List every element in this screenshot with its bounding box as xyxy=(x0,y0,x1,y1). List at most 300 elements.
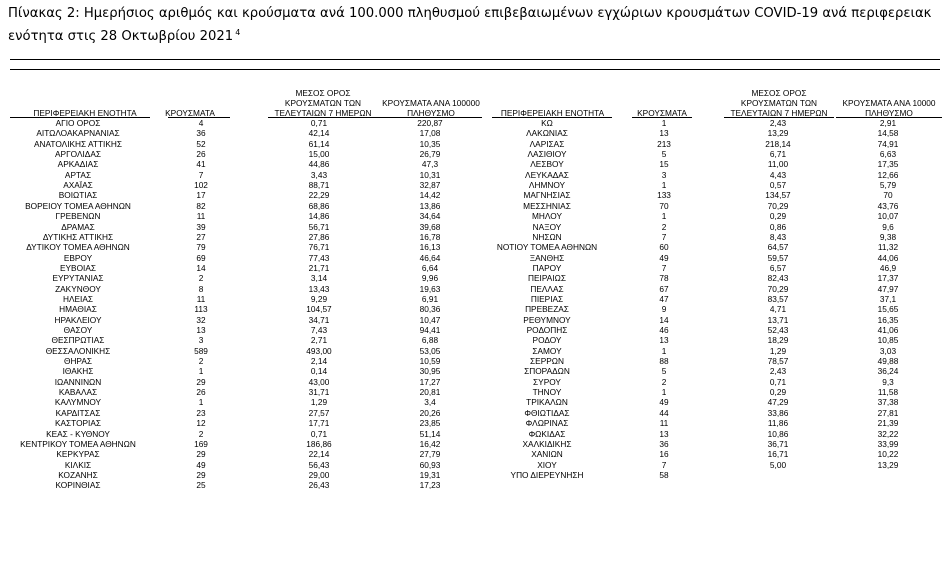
cell-region-left: ΕΥΒΟΙΑΣ xyxy=(59,262,97,273)
cell-per100k-left: 20,81 xyxy=(419,387,441,398)
cell-avg7-right: 5,00 xyxy=(769,459,787,470)
cell-per100k-left: 39,68 xyxy=(419,221,441,232)
cell-cases-left: 25 xyxy=(196,480,206,491)
footnote-marker: 4 xyxy=(235,28,241,37)
cell-region-right: ΠΕΛΛΑΣ xyxy=(530,283,564,294)
cell-cases-right: 9 xyxy=(661,304,667,315)
cell-region-left: ΑΡΚΑΔΙΑΣ xyxy=(57,159,99,170)
header-underline xyxy=(168,117,230,118)
cell-cases-right: 67 xyxy=(659,283,669,294)
cell-region-left: ΚΑΛΥΜΝΟΥ xyxy=(54,397,102,408)
cell-region-left: ΗΡΑΚΛΕΙΟΥ xyxy=(54,314,102,325)
cell-per100k-left: 17,08 xyxy=(419,128,441,139)
cell-cases-right: 44 xyxy=(659,407,669,418)
table-row xyxy=(0,159,943,169)
cell-cases-right: 60 xyxy=(659,242,669,253)
cell-cases-left: 26 xyxy=(196,149,206,160)
cell-avg7-left: 29,00 xyxy=(308,469,330,480)
table-row xyxy=(0,284,943,294)
cell-avg7-right: 218,14 xyxy=(765,138,791,149)
table-row xyxy=(0,211,943,221)
cell-cases-right: 49 xyxy=(659,397,669,408)
table-row xyxy=(0,201,943,211)
cell-avg7-left: 61,14 xyxy=(308,138,330,149)
cell-per100k-left: 46,64 xyxy=(419,252,441,263)
cell-per100k-left: 80,36 xyxy=(419,304,441,315)
cell-avg7-left: 14,86 xyxy=(308,211,330,222)
cell-region-left: ΘΕΣΠΡΩΤΙΑΣ xyxy=(51,335,105,346)
table-row xyxy=(0,429,943,439)
cell-per100k-right: 11,32 xyxy=(877,242,899,253)
cell-avg7-left: 88,71 xyxy=(308,180,330,191)
cell-cases-right: 46 xyxy=(659,325,669,335)
table-row xyxy=(0,170,943,180)
cell-avg7-left: 0,71 xyxy=(310,428,328,439)
cell-avg7-left: 3,43 xyxy=(310,169,328,180)
cell-avg7-left: 26,43 xyxy=(308,480,330,491)
cell-per100k-left: 10,31 xyxy=(419,169,441,180)
table-row xyxy=(0,149,943,159)
cell-avg7-left: 104,57 xyxy=(306,304,332,315)
cell-region-right: ΡΟΔΟΠΗΣ xyxy=(526,325,568,335)
cell-per100k-right: 49,88 xyxy=(877,356,899,367)
cell-per100k-left: 51,14 xyxy=(419,428,441,439)
cell-per100k-right: 12,66 xyxy=(877,169,899,180)
cell-cases-left: 69 xyxy=(196,252,206,263)
header-underline xyxy=(268,117,378,118)
table-row xyxy=(0,449,943,459)
cell-region-left: ΙΘΑΚΗΣ xyxy=(62,366,94,377)
cell-avg7-right: 36,71 xyxy=(767,438,789,449)
cell-cases-right: 5 xyxy=(661,149,667,160)
cell-avg7-right: 82,43 xyxy=(767,273,789,284)
cell-cases-left: 102 xyxy=(194,180,208,191)
top-rule-2 xyxy=(10,69,940,70)
cell-cases-left: 36 xyxy=(196,128,206,139)
cell-avg7-right: 0,86 xyxy=(769,221,787,232)
cell-per100k-left: 20,26 xyxy=(419,407,441,418)
cell-per100k-right: 46,9 xyxy=(879,262,897,273)
cell-cases-right: 2 xyxy=(661,221,667,232)
cell-avg7-left: 56,43 xyxy=(308,459,330,470)
cell-per100k-left: 47,3 xyxy=(421,159,439,170)
cell-avg7-right: 0,57 xyxy=(769,180,787,191)
cell-cases-left: 12 xyxy=(196,418,206,429)
cell-per100k-left: 53,05 xyxy=(419,345,441,356)
caption-line-1: Πίνακας 2: Ημερήσιος αριθμός και κρούσματα ανά 100.000 πληθυσμού επιβεβαιωμένων εγχώριων κρουσμάτων COVID-19 ανά περιφερειακ xyxy=(8,6,932,21)
cell-per100k-right: 41,06 xyxy=(877,325,899,335)
table-row xyxy=(0,273,943,283)
cell-region-right: ΤΡΙΚΑΛΩΝ xyxy=(526,397,568,408)
cell-avg7-right: 70,29 xyxy=(767,200,789,211)
cell-avg7-left: 31,71 xyxy=(308,387,330,398)
cell-region-left: ΗΜΑΘΙΑΣ xyxy=(59,304,97,315)
cell-cases-right: 1 xyxy=(661,345,667,356)
cell-avg7-left: 3,14 xyxy=(310,273,328,284)
cell-avg7-left: 2,14 xyxy=(310,356,328,367)
cell-avg7-left: 43,00 xyxy=(308,376,330,387)
table-row xyxy=(0,263,943,273)
cell-avg7-right: 78,57 xyxy=(767,356,789,367)
cell-avg7-left: 2,71 xyxy=(310,335,328,346)
cell-region-left: ΑΓΙΟ ΟΡΟΣ xyxy=(55,118,101,128)
cell-per100k-left: 26,79 xyxy=(419,149,441,160)
top-rule-1 xyxy=(10,59,940,60)
cell-cases-left: 14 xyxy=(196,262,206,273)
cell-per100k-right: 11,58 xyxy=(877,387,899,398)
table-row xyxy=(0,460,943,470)
cell-region-right: ΝΟΤΙΟΥ ΤΟΜΕΑ ΑΘΗΝΩΝ xyxy=(496,242,598,253)
table-row xyxy=(0,180,943,190)
cell-region-left: ΑΧΑΪΑΣ xyxy=(63,180,93,191)
cell-region-right: ΧΑΛΚΙΔΙΚΗΣ xyxy=(522,438,572,449)
table-row xyxy=(0,139,943,149)
cell-per100k-right: 44,06 xyxy=(877,252,899,263)
cell-per100k-left: 3,4 xyxy=(424,397,436,408)
cell-cases-right: 49 xyxy=(659,252,669,263)
cell-cases-right: 3 xyxy=(661,169,667,180)
cell-cases-left: 13 xyxy=(196,325,206,335)
cell-cases-left: 4 xyxy=(198,118,204,128)
header-cases-right: ΚΡΟΥΣΜΑΤΑ xyxy=(637,108,687,118)
cell-per100k-right: 16,35 xyxy=(877,314,899,325)
cell-cases-right: 14 xyxy=(659,314,669,325)
cell-per100k-right: 32,22 xyxy=(877,428,899,439)
cell-cases-left: 11 xyxy=(196,211,206,222)
table-row xyxy=(0,418,943,428)
cell-cases-left: 27 xyxy=(196,231,206,242)
cell-cases-left: 29 xyxy=(196,376,206,387)
cell-region-left: ΑΡΓΟΛΙΔΑΣ xyxy=(55,149,101,160)
cell-avg7-right: 4,43 xyxy=(769,169,787,180)
cell-per100k-right: 37,1 xyxy=(879,293,897,304)
cell-cases-left: 1 xyxy=(198,366,204,377)
cell-region-left: ΑΡΤΑΣ xyxy=(64,169,92,180)
cell-per100k-left: 10,35 xyxy=(419,138,441,149)
cell-avg7-right: 2,43 xyxy=(769,118,787,128)
cell-per100k-right: 3,03 xyxy=(879,345,897,356)
cell-per100k-left: 23,85 xyxy=(419,418,441,429)
cell-region-left: ΘΑΣΟΥ xyxy=(63,325,93,335)
cell-avg7-right: 47,29 xyxy=(767,397,789,408)
cell-per100k-right: 70 xyxy=(883,190,893,201)
cell-avg7-left: 17,71 xyxy=(308,418,330,429)
table-row xyxy=(0,242,943,252)
cell-region-right: ΥΠΟ ΔΙΕΡΕΥΝΗΣΗ xyxy=(510,469,584,480)
cell-cases-right: 11 xyxy=(659,418,669,429)
cell-region-right: ΡΟΔΟΥ xyxy=(532,335,562,346)
cell-cases-right: 36 xyxy=(659,438,669,449)
cell-per100k-left: 16,13 xyxy=(419,242,441,253)
header-region-right: ΠΕΡΙΦΕΡΕΙΑΚΗ ΕΝΟΤΗΤΑ xyxy=(500,108,605,118)
cell-per100k-left: 34,64 xyxy=(419,211,441,222)
cell-region-left: ΚΕΑΣ - ΚΥΘΝΟΥ xyxy=(46,428,110,439)
cell-avg7-left: 0,14 xyxy=(310,366,328,377)
table-row xyxy=(0,222,943,232)
cell-avg7-left: 22,29 xyxy=(308,190,330,201)
cell-region-right: ΣΠΟΡΑΔΩΝ xyxy=(524,366,570,377)
cell-region-right: ΧΑΝΙΩΝ xyxy=(531,449,563,460)
cell-per100k-right: 43,76 xyxy=(877,200,899,211)
table-row xyxy=(0,439,943,449)
cell-cases-right: 133 xyxy=(657,190,671,201)
cell-region-left: ΑΝΑΤΟΛΙΚΗΣ ΑΤΤΙΚΗΣ xyxy=(33,138,123,149)
cell-region-right: ΣΕΡΡΩΝ xyxy=(530,356,564,367)
cell-per100k-left: 6,88 xyxy=(421,335,439,346)
cell-region-right: ΝΑΞΟΥ xyxy=(532,221,562,232)
cell-per100k-left: 17,23 xyxy=(419,480,441,491)
cell-region-right: ΛΗΜΝΟΥ xyxy=(528,180,566,191)
cell-per100k-right: 17,37 xyxy=(877,273,899,284)
cell-avg7-right: 11,86 xyxy=(767,418,789,429)
cell-region-left: ΔΥΤΙΚΗΣ ΑΤΤΙΚΗΣ xyxy=(42,231,114,242)
cell-cases-left: 7 xyxy=(198,169,204,180)
cell-cases-left: 39 xyxy=(196,221,206,232)
cell-per100k-right: 37,38 xyxy=(877,397,899,408)
cell-per100k-right: 14,58 xyxy=(877,128,899,139)
cell-avg7-left: 42,14 xyxy=(308,128,330,139)
cell-region-right: ΡΕΘΥΜΝΟΥ xyxy=(523,314,571,325)
cell-per100k-right: 2,91 xyxy=(879,118,897,128)
cell-cases-right: 58 xyxy=(659,469,669,480)
cell-region-left: ΚΑΡΔΙΤΣΑΣ xyxy=(55,407,101,418)
cell-per100k-right: 27,81 xyxy=(877,407,899,418)
cell-region-right: ΚΩ xyxy=(541,118,553,128)
cell-region-right: ΞΑΝΘΗΣ xyxy=(529,252,565,263)
cell-cases-right: 13 xyxy=(659,128,669,139)
cell-region-right: ΦΛΩΡΙΝΑΣ xyxy=(525,418,569,429)
cell-region-right: ΛΕΥΚΑΔΑΣ xyxy=(525,169,569,180)
header-underline xyxy=(836,117,942,118)
cell-per100k-left: 14,42 xyxy=(419,190,441,201)
cell-per100k-right: 74,91 xyxy=(877,138,899,149)
cell-cases-left: 113 xyxy=(194,304,208,315)
cell-avg7-right: 0,29 xyxy=(769,211,787,222)
cell-region-left: ΚΕΝΤΡΙΚΟΥ ΤΟΜΕΑ ΑΘΗΝΩΝ xyxy=(20,438,136,449)
cell-cases-left: 2 xyxy=(198,428,204,439)
cell-avg7-left: 27,86 xyxy=(308,231,330,242)
table-row xyxy=(0,366,943,376)
cell-per100k-right: 21,39 xyxy=(877,418,899,429)
cell-cases-right: 5 xyxy=(661,366,667,377)
table-row xyxy=(0,397,943,407)
cell-region-left: ΕΒΡΟΥ xyxy=(63,252,93,263)
cell-cases-left: 82 xyxy=(196,200,206,211)
cell-per100k-right: 17,35 xyxy=(877,159,899,170)
cell-avg7-left: 186,86 xyxy=(306,438,332,449)
cell-avg7-right: 2,43 xyxy=(769,366,787,377)
table-row xyxy=(0,294,943,304)
cell-per100k-right: 36,24 xyxy=(877,366,899,377)
cell-avg7-right: 13,71 xyxy=(767,314,789,325)
header-underline xyxy=(632,117,692,118)
cell-avg7-left: 34,71 xyxy=(308,314,330,325)
cell-region-right: ΛΑΡΙΣΑΣ xyxy=(529,138,565,149)
cell-cases-right: 13 xyxy=(659,335,669,346)
cell-cases-left: 3 xyxy=(198,335,204,346)
cell-cases-right: 15 xyxy=(659,159,669,170)
cell-avg7-left: 9,29 xyxy=(310,293,328,304)
cell-region-right: ΦΩΚΙΔΑΣ xyxy=(528,428,566,439)
cell-cases-left: 52 xyxy=(196,138,206,149)
cell-per100k-right: 47,97 xyxy=(877,283,899,294)
table-row xyxy=(0,480,943,490)
cell-avg7-left: 0,71 xyxy=(310,118,328,128)
cell-region-right: ΠΙΕΡΙΑΣ xyxy=(530,293,564,304)
cell-per100k-left: 220,87 xyxy=(417,118,443,128)
cell-region-right: ΜΑΓΝΗΣΙΑΣ xyxy=(523,190,571,201)
cell-per100k-left: 19,31 xyxy=(419,469,441,480)
cell-avg7-right: 11,00 xyxy=(767,159,789,170)
cell-avg7-right: 18,29 xyxy=(767,335,789,346)
cell-avg7-left: 22,14 xyxy=(308,449,330,460)
table-row xyxy=(0,377,943,387)
cell-per100k-right: 5,79 xyxy=(879,180,897,191)
cell-region-right: ΜΗΛΟΥ xyxy=(532,211,562,222)
cell-avg7-right: 10,86 xyxy=(767,428,789,439)
header-underline xyxy=(724,117,834,118)
cell-region-left: ΓΡΕΒΕΝΩΝ xyxy=(55,211,101,222)
cell-region-right: ΦΘΙΩΤΙΔΑΣ xyxy=(524,407,570,418)
cell-avg7-right: 13,29 xyxy=(767,128,789,139)
cell-cases-left: 23 xyxy=(196,407,206,418)
cell-per100k-right: 9,6 xyxy=(882,221,894,232)
cell-per100k-right: 10,22 xyxy=(877,449,899,460)
cell-avg7-left: 15,00 xyxy=(308,149,330,160)
cell-per100k-left: 6,91 xyxy=(421,293,439,304)
cell-region-right: ΛΕΣΒΟΥ xyxy=(530,159,564,170)
cell-region-left: ΚΙΛΚΙΣ xyxy=(64,459,92,470)
cell-per100k-left: 6,64 xyxy=(421,262,439,273)
cell-region-right: ΣΑΜΟΥ xyxy=(532,345,562,356)
cell-per100k-right: 13,29 xyxy=(877,459,899,470)
cell-cases-right: 7 xyxy=(661,231,667,242)
cell-region-right: ΜΕΣΣΗΝΙΑΣ xyxy=(523,200,571,211)
cell-avg7-left: 27,57 xyxy=(308,407,330,418)
cell-region-left: ΒΟΙΩΤΙΑΣ xyxy=(58,190,98,201)
table-row xyxy=(0,387,943,397)
cell-region-left: ΚΟΡΙΝΘΙΑΣ xyxy=(55,480,101,491)
cell-cases-right: 2 xyxy=(661,376,667,387)
cell-cases-right: 1 xyxy=(661,118,667,128)
cell-region-left: ΖΑΚΥΝΘΟΥ xyxy=(55,283,101,294)
cell-cases-right: 1 xyxy=(661,387,667,398)
cell-per100k-left: 10,59 xyxy=(419,356,441,367)
table-row xyxy=(0,118,943,128)
cell-avg7-left: 1,29 xyxy=(310,397,328,408)
cell-avg7-left: 7,43 xyxy=(310,325,328,335)
cell-cases-right: 16 xyxy=(659,449,669,460)
cell-avg7-left: 493,00 xyxy=(306,345,332,356)
cell-avg7-left: 44,86 xyxy=(308,159,330,170)
cell-per100k-right: 9,38 xyxy=(879,231,897,242)
cell-avg7-right: 4,71 xyxy=(769,304,787,315)
cell-avg7-right: 16,71 xyxy=(767,449,789,460)
cell-region-left: ΙΩΑΝΝΙΝΩΝ xyxy=(54,376,102,387)
cell-region-left: ΕΥΡΥΤΑΝΙΑΣ xyxy=(52,273,104,284)
cell-cases-left: 79 xyxy=(196,242,206,253)
cell-avg7-right: 6,57 xyxy=(769,262,787,273)
cell-avg7-right: 0,71 xyxy=(769,376,787,387)
cell-avg7-left: 68,86 xyxy=(308,200,330,211)
header-underline xyxy=(10,117,150,118)
cell-cases-right: 1 xyxy=(661,211,667,222)
cell-cases-left: 2 xyxy=(198,356,204,367)
table-row xyxy=(0,232,943,242)
cell-cases-right: 47 xyxy=(659,293,669,304)
table-row xyxy=(0,315,943,325)
cell-region-left: ΚΟΖΑΝΗΣ xyxy=(58,469,98,480)
table-row xyxy=(0,190,943,200)
cell-cases-right: 78 xyxy=(659,273,669,284)
cell-region-right: ΤΗΝΟΥ xyxy=(532,387,562,398)
caption-date: ενότητα στις 28 Οκτωβρίου 2021 xyxy=(8,29,234,44)
cell-avg7-left: 21,71 xyxy=(308,262,330,273)
cell-cases-left: 169 xyxy=(194,438,208,449)
cell-region-right: ΣΥΡΟΥ xyxy=(533,376,561,387)
cell-region-right: ΠΕΙΡΑΙΩΣ xyxy=(528,273,566,284)
table-row xyxy=(0,470,943,480)
cell-region-left: ΑΙΤΩΛΟΑΚΑΡΝΑΝΙΑΣ xyxy=(36,128,120,139)
cell-per100k-right: 6,63 xyxy=(879,149,897,160)
cell-region-left: ΗΛΕΙΑΣ xyxy=(62,293,94,304)
cell-cases-left: 29 xyxy=(196,469,206,480)
cell-cases-right: 88 xyxy=(659,356,669,367)
header-underline xyxy=(378,117,482,118)
header-cases-left: ΚΡΟΥΣΜΑΤΑ xyxy=(165,108,215,118)
cell-cases-left: 1 xyxy=(198,397,204,408)
cell-per100k-left: 19,63 xyxy=(419,283,441,294)
cell-region-left: ΒΟΡΕΙΟΥ ΤΟΜΕΑ ΑΘΗΝΩΝ xyxy=(25,200,131,211)
cell-cases-left: 29 xyxy=(196,449,206,460)
cell-per100k-right: 10,07 xyxy=(877,211,899,222)
cell-cases-left: 32 xyxy=(196,314,206,325)
cell-cases-left: 2 xyxy=(198,273,204,284)
header-underline xyxy=(492,117,612,118)
cell-cases-left: 11 xyxy=(196,293,206,304)
table-row xyxy=(0,325,943,335)
cell-per100k-left: 30,95 xyxy=(419,366,441,377)
cell-per100k-right: 10,85 xyxy=(877,335,899,346)
cell-cases-left: 17 xyxy=(196,190,206,201)
cell-region-left: ΔΡΑΜΑΣ xyxy=(61,221,95,232)
header-avg7-left: ΜΕΣΟΣ ΟΡΟΣ ΚΡΟΥΣΜΑΤΩΝ ΤΩΝ ΤΕΛΕΥΤΑΙΩΝ 7 ΗΜΕΡΩΝ xyxy=(274,88,372,118)
cell-region-right: ΧΙΟΥ xyxy=(537,459,557,470)
header-avg7-right: ΜΕΣΟΣ ΟΡΟΣ ΚΡΟΥΣΜΑΤΩΝ ΤΩΝ ΤΕΛΕΥΤΑΙΩΝ 7 ΗΜΕΡΩΝ xyxy=(730,88,828,118)
cell-avg7-left: 13,43 xyxy=(308,283,330,294)
cell-avg7-left: 77,43 xyxy=(308,252,330,263)
cell-avg7-right: 70,29 xyxy=(767,283,789,294)
cell-cases-right: 1 xyxy=(661,180,667,191)
cell-per100k-left: 32,87 xyxy=(419,180,441,191)
cell-cases-right: 7 xyxy=(661,262,667,273)
cell-cases-right: 70 xyxy=(659,200,669,211)
cell-region-left: ΘΗΡΑΣ xyxy=(63,356,93,367)
cell-cases-left: 49 xyxy=(196,459,206,470)
cell-per100k-left: 16,42 xyxy=(419,438,441,449)
cell-cases-right: 213 xyxy=(657,138,671,149)
cell-avg7-left: 76,71 xyxy=(308,242,330,253)
cell-region-left: ΚΑΣΤΟΡΙΑΣ xyxy=(54,418,102,429)
header-per100k-left: ΚΡΟΥΣΜΑΤΑ ΑΝΑ 100000 ΠΛΗΘΥΣΜΟ xyxy=(382,98,480,118)
cell-per100k-right: 33,99 xyxy=(877,438,899,449)
cell-cases-left: 589 xyxy=(194,345,208,356)
cell-region-left: ΚΕΡΚΥΡΑΣ xyxy=(56,449,100,460)
cell-avg7-right: 52,43 xyxy=(767,325,789,335)
cell-region-right: ΛΑΚΩΝΙΑΣ xyxy=(526,128,568,139)
table-row xyxy=(0,346,943,356)
cell-avg7-right: 33,86 xyxy=(767,407,789,418)
